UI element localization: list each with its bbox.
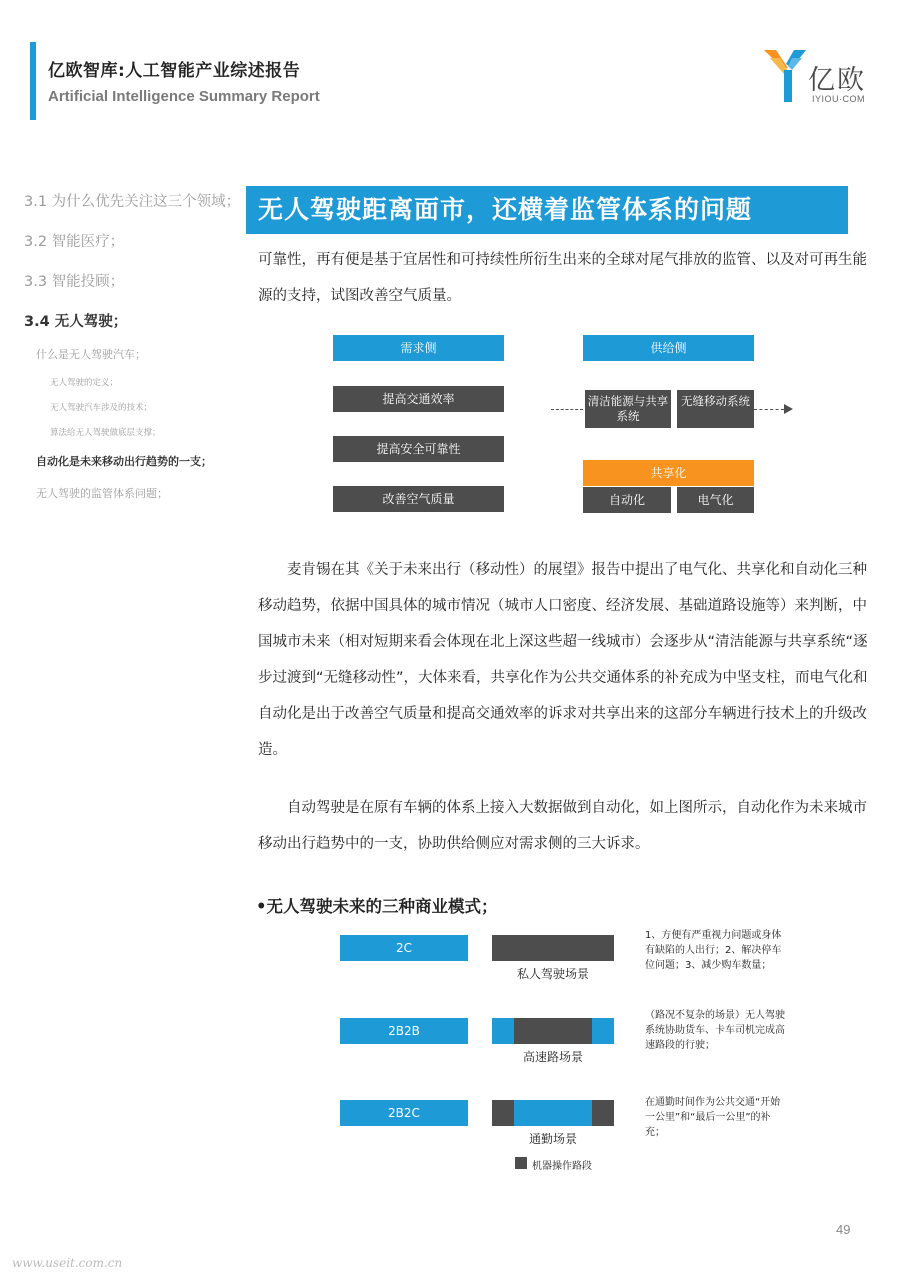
model-description: （路况不复杂的场景）无人驾驶系统协助货车、卡车司机完成高速路段的行驶； bbox=[645, 1010, 785, 1051]
logo-wordmark: 亿欧 bbox=[808, 65, 866, 96]
supply-mid-item: 无缝移动系统 bbox=[677, 390, 754, 428]
sidebar-item-technology[interactable]: 无人驾驶汽车涉及的技术； bbox=[50, 403, 153, 413]
dashed-connector bbox=[754, 409, 784, 410]
header-accent-bar bbox=[30, 42, 36, 120]
body-paragraph-2: 自动驾驶是在原有车辆的体系上接入大数据做到自动化，如上图所示，自动化作为未来城市移动出行趋势中的一支，协助供给侧应对需求侧的三大诉求。 bbox=[258, 800, 867, 852]
body-paragraph-1: 麦肯锡在其《关于未来出行（移动性）的展望》报告中提出了电气化、共享化和自动化三种移动趋势，依据中国具体的城市情况（城市人口密度、经济发展、基础道路设施等）来判断，中国城市未来（相对短期来看会体现在北上深这些超一线城市）会逐步从“清洁能源与共享系统“逐步过渡到“无缝移动性”，大体来看，共享化作为公共交通体系的补充成为中坚支柱，而电气化和自动化是出于改善空气质量和提高交通效率的诉求对共享出来的这部分车辆进行技术上的升级改造。 bbox=[258, 562, 868, 758]
report-subtitle: Artificial Intelligence Summary Report bbox=[48, 88, 320, 105]
sidebar-item-3-4[interactable]: 3.4 无人驾驶； bbox=[24, 314, 128, 330]
manual-segment bbox=[514, 1100, 592, 1126]
model-bar bbox=[492, 1100, 614, 1126]
model-label-2b2c: 2B2C bbox=[340, 1100, 468, 1126]
models-heading: •无人驾驶未来的三种商业模式； bbox=[256, 897, 498, 916]
sidebar-item-3-3[interactable]: 3.3 智能投顾； bbox=[24, 274, 125, 290]
logo-domain: IYIOU·COM bbox=[812, 94, 865, 104]
sidebar-item-3-2[interactable]: 3.2 智能医疗； bbox=[24, 234, 125, 250]
model-caption: 高速路场景 bbox=[522, 1050, 583, 1064]
section-title: 无人驾驶距离面市，还横着监管体系的问题 bbox=[246, 186, 848, 234]
model-caption: 通勤场景 bbox=[528, 1132, 577, 1146]
sidebar-item-algorithm[interactable]: 算法给无人驾驶做底层支撑； bbox=[50, 428, 161, 438]
model-description: 在通勤时间作为公共交通“开始一公里”和“最后一公里”的补充； bbox=[645, 1097, 781, 1138]
supply-bottom-item: 自动化 bbox=[583, 487, 671, 513]
model-label-2c: 2C bbox=[340, 935, 468, 961]
model-label-2b2b: 2B2B bbox=[340, 1018, 468, 1044]
model-bar bbox=[492, 935, 614, 961]
legend-label: 机器操作路段 bbox=[532, 1161, 592, 1172]
supply-side-header: 供给侧 bbox=[583, 335, 754, 361]
demand-side-header: 需求侧 bbox=[333, 335, 504, 361]
sidebar-item-definition[interactable]: 无人驾驶的定义； bbox=[50, 378, 119, 388]
sidebar-item-what-is[interactable]: 什么是无人驾驶汽车； bbox=[36, 348, 146, 361]
sidebar-item-automation[interactable]: 自动化是未来移动出行趋势的一支； bbox=[36, 455, 212, 468]
sidebar-item-3-1[interactable]: 3.1 为什么优先关注这三个领域； bbox=[24, 194, 241, 210]
watermark: www.useit.com.cn bbox=[12, 1256, 123, 1270]
demand-item: 提高安全可靠性 bbox=[333, 436, 504, 462]
supply-mid-item: 清洁能源与共享系统 bbox=[585, 390, 671, 428]
model-description: 1、方便有严重视力问题或身体有缺陷的人出行；2、解决停车位问题；3、减少购车数量； bbox=[645, 930, 782, 971]
model-caption: 私人驾驶场景 bbox=[516, 967, 589, 981]
sidebar-item-regulation[interactable]: 无人驾驶的监管体系问题； bbox=[36, 487, 168, 500]
demand-item: 改善空气质量 bbox=[333, 486, 504, 512]
intro-paragraph: 可靠性，再有便是基于宜居性和可持续性所衍生出来的全球对尾气排放的监管、以及对可再生能源的支持，试图改善空气质量。 bbox=[258, 252, 867, 304]
manual-segment bbox=[592, 1018, 614, 1044]
manual-segment bbox=[492, 1018, 514, 1044]
report-title: 亿欧智库:人工智能产业综述报告 bbox=[48, 61, 301, 81]
dashed-connector bbox=[551, 409, 583, 410]
sharing-box: 共享化 bbox=[583, 460, 754, 486]
demand-item: 提高交通效率 bbox=[333, 386, 504, 412]
supply-bottom-item: 电气化 bbox=[677, 487, 754, 513]
arrow-right-icon bbox=[784, 404, 793, 414]
model-bar bbox=[492, 1018, 614, 1044]
legend-swatch bbox=[515, 1157, 527, 1169]
page-number: 49 bbox=[836, 1222, 851, 1237]
